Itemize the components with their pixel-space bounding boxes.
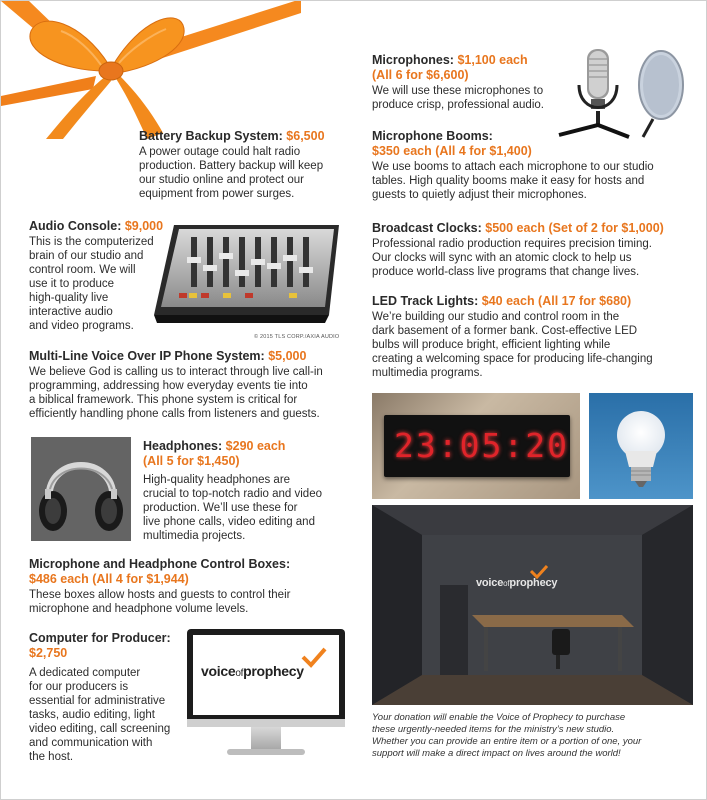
item-description: High-quality headphones are crucial to top-notch radio and video production. We’ll use these for live phone calls, video editing and multimedia projects. bbox=[143, 474, 322, 542]
item-description: These boxes allow hosts and guests to control their microphone and headphone volume levels. bbox=[29, 589, 291, 615]
item-description: We’re building our studio and control room in the dark basement of a former bank. Cost-effective LED bulbs will produce bright, efficient lighting while creating a welcoming space for producing life-changing multimedia programs. bbox=[372, 311, 653, 379]
item-microphone-booms bbox=[372, 129, 692, 202]
item-producer-computer bbox=[29, 631, 189, 764]
item-voip-phone-system bbox=[29, 349, 359, 421]
item-title: Battery Backup System: bbox=[139, 129, 283, 143]
item-description: We believe God is calling us to interact through live call-in programming, addressing how everyday events tie into a biblical framework. This phone system is critical for efficiently handling phone calls from listeners and guests. bbox=[29, 366, 323, 420]
item-price: $486 each (All 4 for $1,944) bbox=[29, 572, 189, 586]
item-price: $2,750 bbox=[29, 646, 68, 660]
item-microphones bbox=[372, 53, 572, 112]
item-price: $1,100 each bbox=[457, 53, 528, 67]
item-price-bundle: (All 6 for $6,600) bbox=[372, 68, 469, 82]
item-broadcast-clocks bbox=[372, 221, 692, 279]
item-price: $350 each (All 4 for $1,400) bbox=[372, 144, 532, 158]
studio-logo-checkmark-icon bbox=[530, 565, 548, 579]
item-description: This is the computerized brain of our studio and control room. We will use it to produce high-quality live interactive audio and video programs. bbox=[29, 236, 154, 332]
item-price: $290 each bbox=[225, 439, 286, 453]
computer-monitor-image bbox=[187, 629, 345, 761]
closing-message: Your donation will enable the Voice of Prophecy to purchase these urgently-needed items for the ministry’s new studio. Whether you can provide an entire item or a portion of one, your support will make a direct impact on lives around the world! bbox=[372, 712, 642, 759]
clock-digits: 23:05:20 bbox=[394, 426, 569, 465]
item-price: $6,500 bbox=[286, 129, 325, 143]
photo-credit: © 2015 TLS CORP./AXIA AUDIO bbox=[254, 334, 340, 340]
item-led-track-lights bbox=[372, 294, 692, 380]
studio-wall-logo: voiceofprophecy bbox=[476, 577, 558, 589]
broadcast-clock-image bbox=[372, 393, 580, 499]
item-price: $40 each (All 17 for $680) bbox=[481, 294, 632, 308]
item-title: LED Track Lights: bbox=[372, 294, 479, 308]
item-battery-backup bbox=[139, 129, 359, 201]
item-description: We use booms to attach each microphone to our studio tables. High quality booms make it easy for hosts and guests to quietly adjust their microphones. bbox=[372, 161, 654, 201]
item-description: A dedicated computer for our producers is essential for administrative tasks, audio editing, light video editing, call screening and communication with the host. bbox=[29, 667, 171, 763]
item-description: Professional radio production requires precision timing. Our clocks will sync with an atomic clock to help us produce world-class live programs that change lives. bbox=[372, 238, 652, 278]
item-title: Microphone Booms: bbox=[372, 129, 493, 143]
item-title: Multi-Line Voice Over IP Phone System: bbox=[29, 349, 265, 363]
audio-console-image bbox=[149, 215, 349, 335]
item-title: Microphone and Headphone Control Boxes: bbox=[29, 557, 291, 571]
bow-ribbon-icon bbox=[1, 1, 301, 141]
item-title: Computer for Producer: bbox=[29, 631, 171, 645]
item-price: $5,000 bbox=[268, 349, 307, 363]
item-price-bundle: (All 5 for $1,450) bbox=[143, 454, 240, 468]
headphones-image bbox=[31, 437, 131, 541]
logo-checkmark-icon bbox=[301, 647, 327, 669]
item-title: Audio Console: bbox=[29, 219, 122, 233]
led-bulb-image bbox=[589, 393, 693, 499]
voice-of-prophecy-logo: voiceofprophecy bbox=[201, 663, 304, 679]
item-price: $9,000 bbox=[124, 219, 164, 233]
item-title: Microphones: bbox=[372, 53, 454, 67]
item-description: A power outage could halt radio production. Battery backup will keep our studio online and protect our equipment from power surges. bbox=[139, 146, 324, 200]
item-price: $500 each (Set of 2 for $1,000) bbox=[485, 221, 664, 235]
item-title: Headphones: bbox=[143, 439, 223, 453]
studio-rendering-image bbox=[372, 505, 693, 705]
item-title: Broadcast Clocks: bbox=[372, 221, 482, 235]
item-description: We will use these microphones to produce crisp, professional audio. bbox=[372, 85, 544, 111]
item-headphones bbox=[143, 439, 358, 543]
item-control-boxes bbox=[29, 557, 359, 616]
